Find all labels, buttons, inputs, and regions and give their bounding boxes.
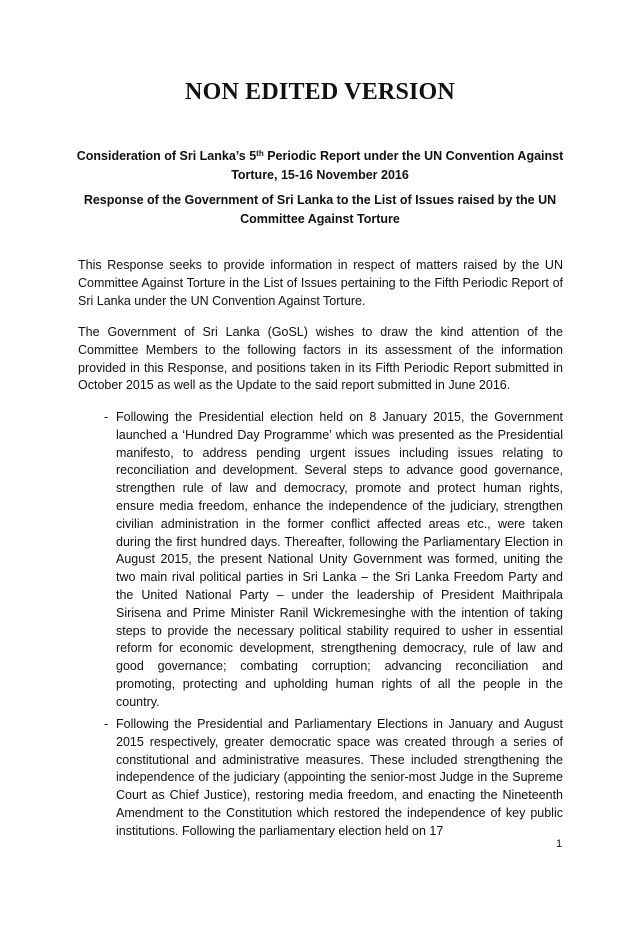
bullet-item xyxy=(104,716,563,841)
bullet-dash: - xyxy=(104,410,109,424)
intro-paragraph: This Response seeks to provide information in respect of matters raised by the UN Committee Against Torture in the List of Issues pertaining to the Fifth Periodic Report of Sri Lanka under the UN Convention Against Torture. xyxy=(78,258,563,308)
subtitle-text-start: Consideration of Sri Lanka’s 5 xyxy=(76,149,257,163)
subtitle-text-end: Periodic Report under the UN Convention Against Torture, 15-16 November 2016 xyxy=(231,149,564,182)
page-number: 1 xyxy=(556,838,563,850)
bullet-dash: - xyxy=(104,717,109,731)
bullet-text: Following the Presidential and Parliamentary Elections in January and August 2015 respectively, greater democratic space was created through a series of constitutional and administrative measures. These included strengthening the independence of the judiciary (appointing the senior-most Judge in the Supreme Court as Chief Justice), restoring media freedom, and enacting the Nineteenth Amendment to the Constitution which restored the independence of key public institutions. Following the parliamentary election held on 17 xyxy=(116,717,563,838)
bullet-item xyxy=(104,409,563,712)
response-heading: Response of the Government of Sri Lanka to the List of Issues raised by the UN Committee Against Torture xyxy=(83,193,557,226)
context-paragraph: The Government of Sri Lanka (GoSL) wishes to draw the kind attention of the Committee Members to the following factors in its assessment of the information provided in this Response, and positions taken in its Fifth Periodic Report submitted in October 2015 as well as the Update to the said report submitted in June 2016. xyxy=(78,325,563,393)
document-title: NON EDITED VERSION xyxy=(185,79,455,105)
subtitle-superscript: th xyxy=(256,149,264,158)
bullet-text: Following the Presidential election held on 8 January 2015, the Government launched a ‘Hundred Day Programme’ which was presented as the Presidential manifesto, to address pending urgent issues including issues relating to reconciliation and development. Several steps to advance good governance, strengthen rule of law and democracy, promote and protect human rights, ensure media freedom, enhance the independence of the judiciary, strengthen civilian administration in the former conflict affected areas etc., were taken during the first hundred days. Thereafter, following the Parliamentary Election in August 2015, the present National Unity Government was formed, uniting the two main rival political parties in Sri Lanka – the Sri Lanka Freedom Party and the United National Party – under the leadership of President Maithripala Sirisena and Prime Minister Ranil Wickremesinghe with the intention of taking steps to provide the necessary political stability required to usher in essential reform for economic development, strengthening democracy, rule of law and good governance; combating corruption; advancing reconciliation and promoting, protecting and upholding human rights of all the people in the country. xyxy=(116,410,563,709)
report-subtitle xyxy=(60,147,580,185)
